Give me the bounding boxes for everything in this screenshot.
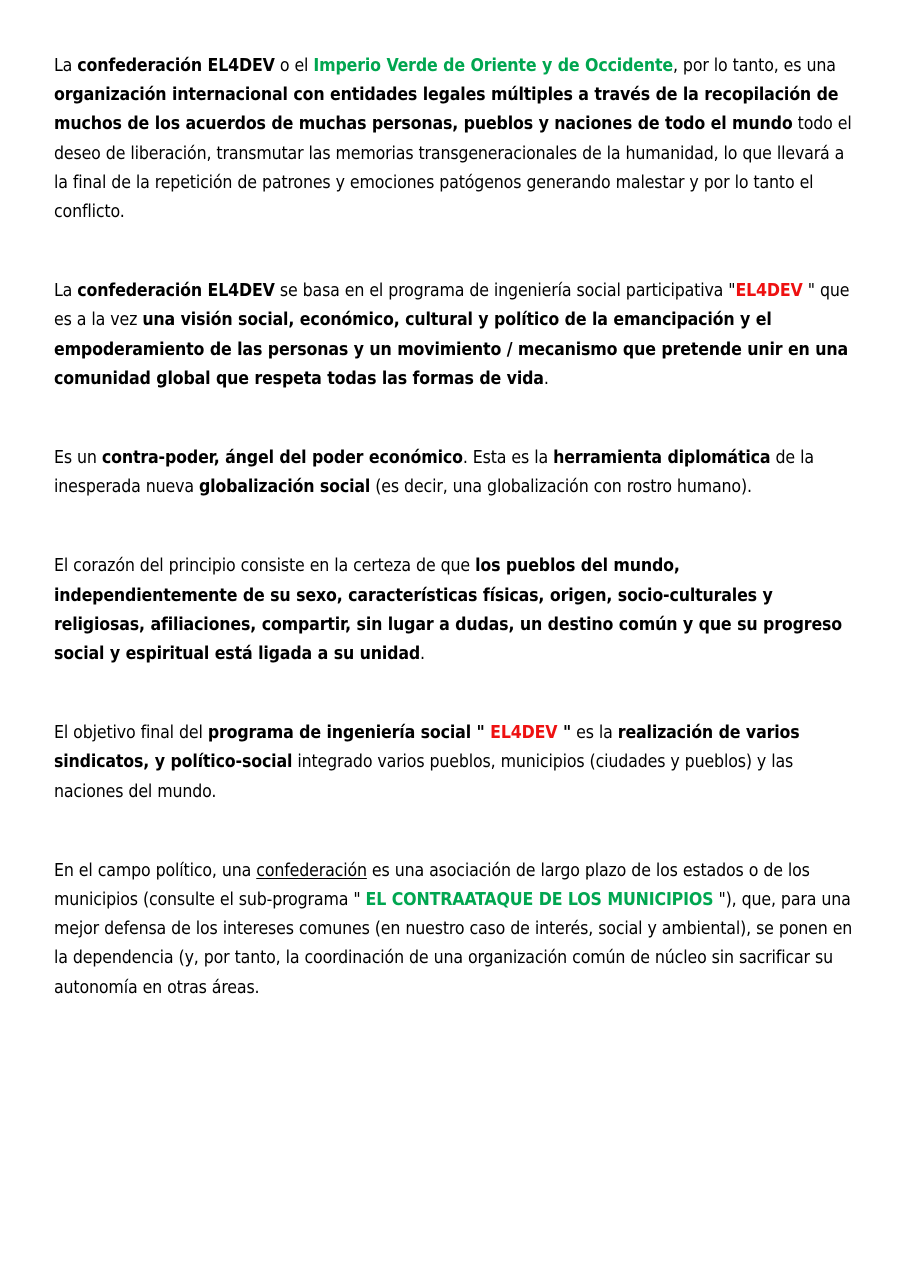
text-run-bold: confederación EL4DEV <box>77 56 275 76</box>
text-run-normal: Es un <box>54 448 102 469</box>
text-run-bold: programa de ingeniería social " <box>207 723 491 744</box>
text-run-bold-red: EL4DEV <box>735 281 803 302</box>
text-run-normal: (es decir, una globalización con rostro humano). <box>370 477 752 498</box>
text-run-normal: es una asociación de largo plazo de los estados o de los municipios (consulte el sub-programa " <box>54 860 815 911</box>
paragraph-5 <box>54 719 858 807</box>
text-run-bold: globalización social <box>198 477 371 498</box>
text-run-normal: es la <box>571 723 618 744</box>
text-run-bold: los pueblos del mundo, independientemente de su sexo, características físicas, origen, socio-culturales y religiosas, afiliaciones, compartir, sin lugar a dudas, un destino común y que su progreso social y espiritual está ligada a su unidad <box>54 556 848 665</box>
paragraph-4 <box>54 552 858 669</box>
text-run-bold: herramienta diplomática <box>553 448 771 469</box>
text-run-normal: El corazón del principio consiste en la certeza de que <box>54 556 476 577</box>
text-run-normal: integrado varios pueblos, municipios (ciudades y pueblos) y las naciones del mundo. <box>54 752 799 802</box>
text-run-bold-red: EL4DEV <box>490 723 558 744</box>
text-run-normal: "), que, para una mejor defensa de los intereses comunes (en nuestro caso de interés, social y ambiental), se ponen en la dependencia (y, por tanto, la coordinación de una organización común de núcleo sin sacrificar su autonomía en otras áreas. <box>54 890 858 998</box>
text-run-normal: En el campo político, una <box>54 860 257 881</box>
text-run-bold-green: Imperio Verde de Oriente y de Occidente <box>313 56 673 76</box>
paragraph-1 <box>54 52 858 227</box>
text-run-underline: confederación <box>256 860 367 881</box>
text-run-normal: o el <box>274 56 314 76</box>
text-run-normal: de la inesperada nueva <box>54 448 819 498</box>
text-run-bold-green: EL CONTRAATAQUE DE LOS MUNICIPIOS <box>365 890 714 911</box>
text-run-normal: El objetivo final del <box>54 723 208 744</box>
document-body <box>54 52 858 1003</box>
text-run-bold: " <box>557 723 572 744</box>
text-run-bold: una visión social, económico, cultural y político de la emancipación y el empoderamiento de las personas y un movimiento / mecanismo que pretende unir en una comunidad global que respeta todas las formas de vida <box>54 310 854 389</box>
text-run-normal: . <box>543 368 549 389</box>
text-run-normal: " que es a la vez <box>54 281 855 331</box>
text-run-normal: , por lo tanto, es una <box>672 56 841 76</box>
text-run-bold: organización internacional con entidades legales múltiples a través de la recopilación de muchos de los acuerdos de muchas personas, pueblos y naciones de todo el mundo <box>54 85 844 135</box>
paragraph-3 <box>54 444 858 502</box>
text-run-bold: confederación EL4DEV <box>77 281 275 302</box>
text-run-normal: La <box>54 281 78 302</box>
text-run-bold: contra-poder, ángel del poder económico <box>101 448 463 469</box>
paragraph-2 <box>54 277 858 394</box>
text-run-normal: . <box>420 644 425 665</box>
text-run-bold: realización de varios sindicatos, y político-social <box>54 723 806 773</box>
text-run-normal: todo el deseo de liberación, transmutar las memorias transgeneracionales de la humanidad, lo que llevará a la final de la repetición de patrones y emociones patógenos generando malestar y por lo tanto el conflicto. <box>54 114 857 223</box>
paragraph-6 <box>54 857 858 1003</box>
text-run-normal: se basa en el programa de ingeniería social participativa " <box>274 281 736 302</box>
text-run-normal: La <box>54 56 78 76</box>
text-run-normal: . Esta es la <box>462 448 554 469</box>
